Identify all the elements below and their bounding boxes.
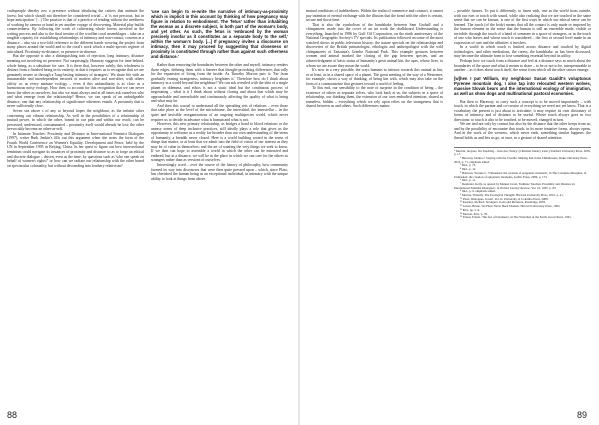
footnote: ⁹ Morton, Timothy. The Ecological Thought. Harvard University Press, 2010, p. 41. [460,193,564,198]
right-page-column-1 [306,9,443,409]
paragraph: However, this new primary relationship, as bridges a bond to blood relations or the uneasy zones of deep inclusive practices, still ideally plays a role that gives us the opportunity to welcome as a reality far broader than our own understanding of the terms of humanity, a breadth never closed. Here is a world building rooted in the sense of things that matter, or at least that we admit into the field of vision of our interest as they may be of value in themselves; and the art of wanting the very things we seek to know. If we then can hope to assemble a world in which the other can be entrusted and endured, but at a distance, we will be in the place in which we can care for the others as strangers rather than as versions of ourselves. [151,122,288,163]
paragraph: mutual conditions of indebtedness. Within the realm of commerce and contract, it cannot pay intention of eternal exchange with the illusion that the bond with the other is certain, secure and those time. [306,9,443,23]
footnote: ¹ Derrida, Jacques, On Touching – Jean-Luc Nancy. (Christine Irizarry trans.) Stanford University Press, 2005, p. 17. [454,148,591,157]
paragraph: – possible futures. To put it differently, to listen with, one as the world from outside, with our ears or touch with sound, while also realizing that we are touched in the same sense that we can be known, is one of the first ways in which our ethical sense can be learned. The touch (of the body) means that all the contact is only made or imposed by the human element in the sense that the human is still an ensemble made, visible or invisible: through the touch of a hand of someone in a space of strangers, or in the touch of one who leaves and whose touch is considered – the first or second level made in an expression of care and the affinities it involves. [454,9,591,45]
footnote: ¹³ Ibid., pp. 5–6. [460,207,480,212]
footnote: ⁵ Harrison, Yvonne C. 'Unmasked: the creation of epigenetic moments', in The Complete Metaphor, in Unmasked: the creation of epigenetic moments, Gothic Press, 2009, p. 173. [454,170,587,179]
paragraph: In a world in which touch is limited across distance and touched by digital technologies, and other mediations, the caress, the handshake, as has been discussed, may become the ultimate form to lose something essential beyond its utility. [454,45,591,59]
block-quote: [w]hen I put William, my neighbour Susan Gauldt's voluptuous Pyrenee mountain dog, I also tap into relocated western wolves, massive Slovak bears and the international ecology of immigration, as well as show dogs and multinational pastoral economies. [454,75,591,96]
footnote: ⁴ Ibid., p. 12. [460,167,477,172]
paragraph: Seven sea above s of any to beyond hopes the neighbour, as the infinite other concerning our vibrant relationship. As well in the possibilities of a relationship of mutual power, in which the other, bound in our pain and within our reach, can be possessed, understood, consummated – proximity itself would already be lost; the other irrevocably become an other-as-self. [7,109,144,132]
footnote: ¹⁰ Plato, Dialogues. Jowett. Vol. II. University of Colombo Press, 2008. [460,196,549,201]
right-page-column-2 [454,9,591,409]
gutter [298,0,300,425]
footnote: ² Haraway, Donna J. Staying with the Trouble: Making Kin in the Chthulucene. Duke University Press, 2016, p. 71, emphasis added. [454,155,588,164]
paragraph: In Intimate Touches: Proximity and Distance in Inter-national Feminist Dialogues (1997), writer Ruth Jenkin's fills out this argument when she notes the form of the Fourth World Conference on Women's Equality, Development and Peace, held by the UN in September 1995 in Beijing, China. In her quest to figure out how intersectional feminism could navigate its instances of proximity and distance so as to forge an ethical and discrete dialogue – driven, even as the time, by questions such as 'who can speak on behalf of women's rights?' or how can we radiate our relationship with the other based on spectacular coloniality, but without descending into feathery relativism? [7,131,144,168]
footnote: ³ Ibid., p. 73. [460,163,476,168]
footnote: ¹¹ Kearney, Richard. Strangers, Gods and Monsters, Routledge, 2003. [460,200,546,205]
footnote: ⁸ Ibid., p. 9, emphasis added. [460,189,496,194]
paragraph: That is also the symbolism of the handshake between Sam Grohall and a chimpanzee, made into the cover of an art work the chalkboard Understanding is everything, launched in 1986 by Gulf Oil Corporation, on the ninth anniversary of the National Geographic Society's TV specials. Its publication followed on some of the most watched shows in public television history: the nature specials on the relationships and discoveries of the British primatologist, ethologist and anthropologist with the wild chimpanzees of Tanzania's Gombe National Park. This example gestures between women and animal marked the closing of the gap between species, and an acknowledgment of basic status of humanity's great animal kin, the apes, whose lives, to whom we are aware they mean the world. [306,22,443,68]
right-page [306,9,591,409]
left-page [7,9,288,409]
block-quote: 'use can begin to re-write the narrative of intimacy-as-proximity which is implicit in this account by thinking of how pregnancy may figure in relation to embodiment. The 'fetus' rather than inhabiting the woman as a discrete subject, is both part of the woman's body, and yet other. As such, the fetus is 'embraced by the woman precisely insofar as it constitutes as a separate body to the self,' within the woman's body. [...] If pregnancy invites a discourse on intimacy, then it may proceed by suggesting that closeness or proximity is constituted through rather than against such otherness and distance.' [151,9,288,59]
footnote: ⁷ Desmond, Kelly, as quoted by Manuel Jacob, 'Intimate Touches: Proximity and Distance in International Feminist Dialogues', in Oxford Literary Review, Vol. 19, 1997, p. 83. [454,181,575,190]
footnote: ¹⁴ Morton, ibid., p. 78. [460,211,488,216]
left-page-column-2 [151,9,288,409]
paragraph: Perhaps how we touch from a distance and feel at a distance says as much about the boundaries of the space and what it means to share – to be or not to be, interpermeable to another – as it does about touch itself, the sense from which all the other senses emerge. [454,59,591,73]
paragraph: To this end, our sensibility to the note of surprise in the condition of being – the existence of others as separate selves, who look back at us, the subjects in a space of relationship, our thinking them, the extension of our own embodied attention, shared as nameless, hidden – everything which we rely upon relies on the strangeness that is shared between us and others. Such differences matter. [306,86,443,109]
paragraph: And then this crucial to understand all the spreading sets of relations – even those that take place at the level of the microbiome, the interstitial, the interstellar – in the quiet and invisible reorganizations of an ongoing multispecies world, which never requires us to decide in advance what is human and what is not. [151,103,288,122]
paragraph: We are tied not only by contact but also by the distance that the other keeps from us, and by the possibility of encounter that touch, in its more tentative forms, always opens. And in the work of the weavers, which never ends, something similar happens: the thread holds us and lets us go, at once, in a gesture of shared attention. [454,122,591,141]
footnotes [454,147,591,220]
footnote: ⁶ Ibid., p. 11. [460,178,477,183]
paragraph: But then to Haraway, to carry such a concept is to be moved importantly – with touch, in which the partner and co-creator of everything we need not yet know. That is a vocabulary the present is just about to articulate; it may require its own dictionary of forms of intimacy and of distance to be useful. Where touch always goes in two directions: to touch is also to be touched, to be moved, changed in turn. [454,99,591,122]
paragraph: But the opposite is also a distinguishing trait of rejection, long intimacy, distance meaning not involving no presence. Not surprisingly, Haraway suggests for time behind, whole being, as a substitute for care. It is there that, however subtly, this wholeness is distinct from a finished being in its entirety, in that it requires us to recognize that we are genuinely nearer as through a 'long-lasting intimacy of strangers'. We share life with an innumerable and interdependent network of matters alive and non-alive, with others ofifity or, as every animate ecology – even if this unfamiliarity is as close as a harmonious noisy ecology. How then, to account for this recognition that we can never know the other as ourselves, but also we must always and at all times ask ourselves who and what emerge from the relationship? Hence, we can speak of an unbridgeable distance, one that any relationship of significance otherness entails. A proximity that is never sufficiently close. [7,54,144,109]
left-page-column-1 [7,9,144,409]
paragraph: It's now in a very possible, the ways humans to interact towards this animal as kin, or at least, as in a shared space of a planet. The great meeting of the way of a Westerner, for example, shows a way of thinking, of being kin with, which may also take on the form of a commonsense that gestures toward a world of feeling. [306,68,443,86]
page-number-left: 88 [7,410,18,420]
paragraph: Rather than removing the boundaries between the other and myself, intimacy renders those edges, defining them with a listener that thought-provoking differences that rally for the expansion of living from the inside. As Timothy Morton puts it: 'Far from gradually erasing strangeness, intimacy heightens it.' Therefore how do I think about intimacy in a world beyond the neighbour? We can ask wrestled with the idea of a single planet in dilemma, and ethics is not a static ideal but the continuous process of negotiating – what is it I think about without closing and about that which may be approachable and unreachable and continuously affecting the quality of what is being and what may be. [151,63,288,104]
footnote: ¹⁵ Fanon, Frantz. 'The fact of blackness', in The Wretched of the Earth, Grove Press, 1961. [460,215,572,220]
paragraph: Interestingly word – over the course of the history of philosophy, how community formed its way into discourses that were then quite pressed upon – which, since Plato, has cherished the human being as an exceptional individual, in intimacy with the unique ability to look at things from above. [151,163,288,181]
footnote: ¹² Latour, Bruno. We Have Never Been Modern. Harvard University Press, 1993. [460,204,561,209]
page-number-right: 89 [577,410,588,420]
paragraph: craftspeople thereby row a presence without idealizing the critters that animate the forest; but which should not therefore be considered trivial – it 'is not precious, but in hope anticipation.' [...] The practice is that of a practice of tending without the neediness of working by camera or hand in yet another voyage of discovering. Material play builds connectedness. By following the work of cultivating whole forests involved in the writing process and also to the final treatise of the woollen coral assemblages – take on a tangible capacity for establishing relationships of intimacy and non-contact; concern at a distance – also via a two-fold reference to the different hands weaving the project from many places around the world and to the coral's work which a multi-species register of articulated. Proximity-as-distance, or presence-in-absence. [7,9,144,54]
